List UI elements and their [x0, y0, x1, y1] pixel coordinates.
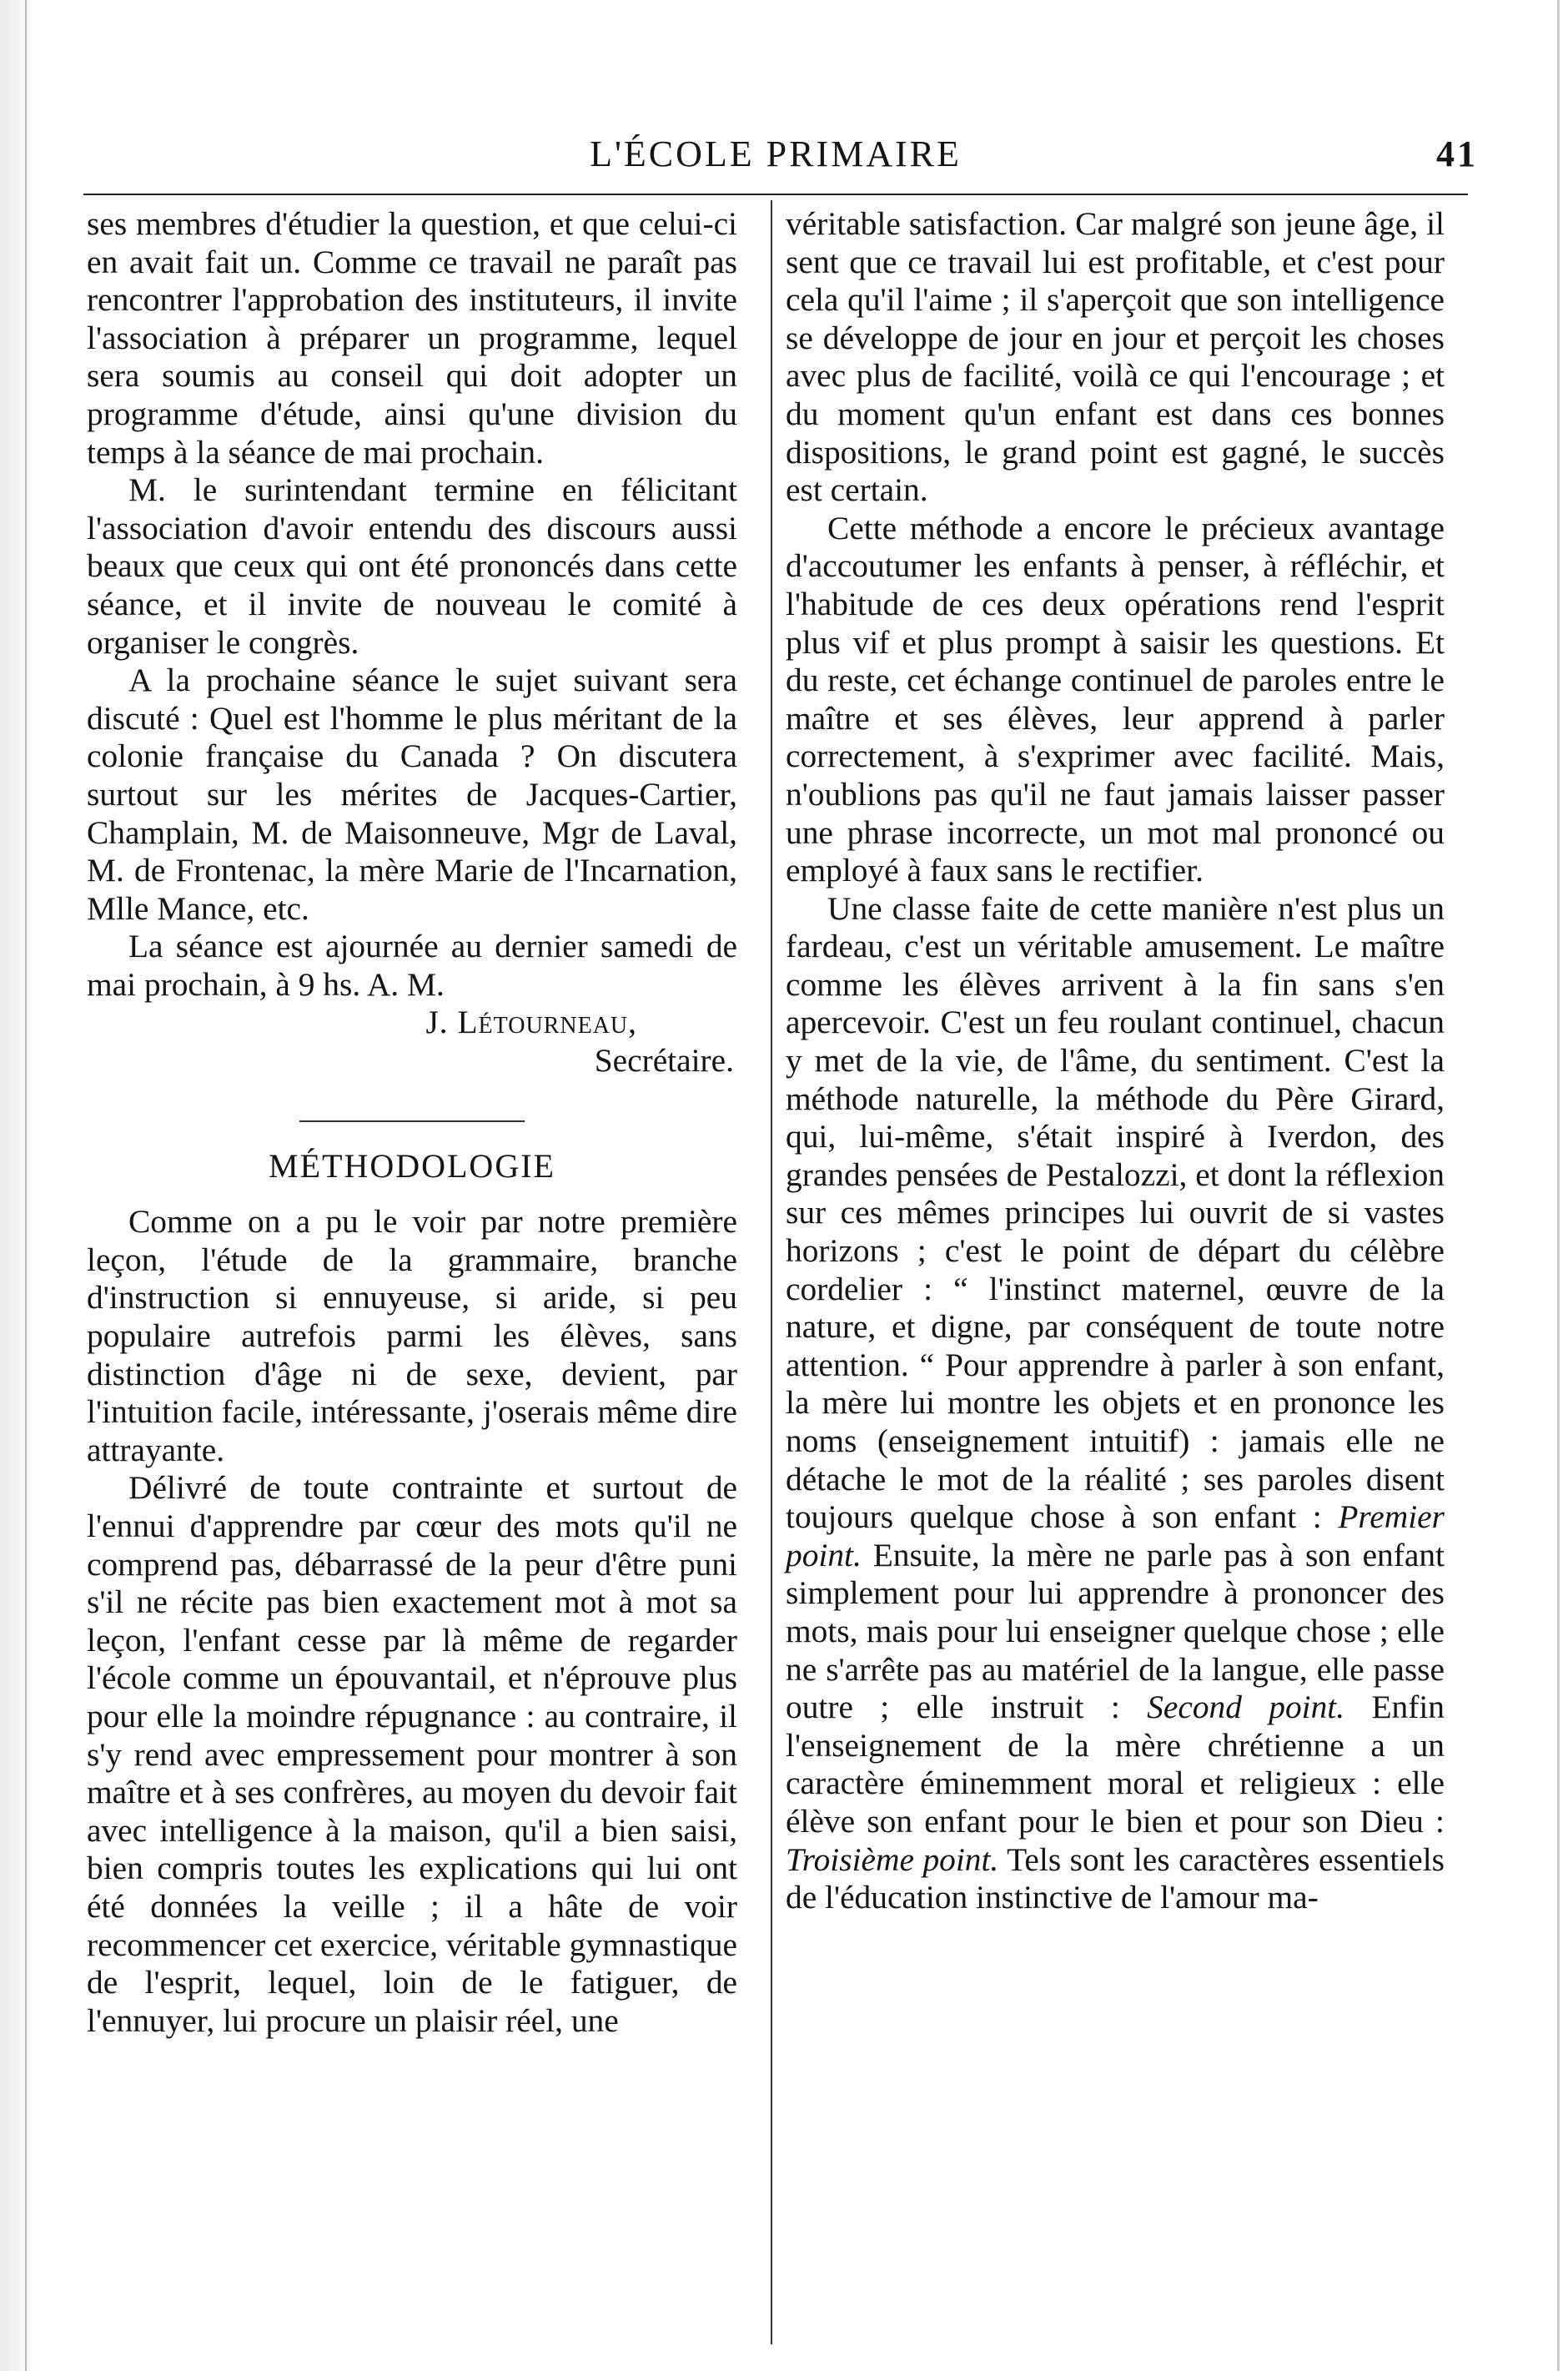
page-number: 41	[1436, 133, 1478, 174]
page-binding-edge	[0, 0, 43, 2371]
paragraph-continued: ses membres d'étudier la question, et que celui-ci en avait fait un. Comme ce travail ne paraît pas rencontrer l'approbation des instituteurs, il invite l'association à préparer un programme, lequel sera soumis au conseil qui doit adopter un programme d'étude, ainsi qu'une division du temps à la séance de mai prochain.	[87, 205, 737, 471]
running-header	[83, 125, 1478, 194]
section-heading: MÉTHODOLOGIE	[269, 1146, 555, 1185]
signature-title: Secrétaire.	[594, 1042, 734, 1080]
book-page	[83, 125, 1478, 2039]
right-column	[786, 205, 1445, 1917]
paragraph-satisfaction: véritable satisfaction. Car malgré son jeune âge, il sent que ce travail lui est profitable, et c'est pour cela qu'il l'aime ; il s'aperçoit que son intelligence se développe de jour en jour et perçoit les choses avec plus de facilité, voilà ce qui l'encourage ; et du moment qu'un enfant est dans ces bonnes dispositions, le grand point est gagné, le succès est certain.	[786, 205, 1445, 509]
emphasis-second-point: Second point.	[1147, 1689, 1345, 1726]
paragraph-superintendent: M. le surintendant termine en félicitant l'association d'avoir entendu des discours aussi beaux que ceux qui ont été prononcés dans cette séance, et il invite de nouveau le comité à organiser le congrès.	[87, 471, 737, 661]
paragraph-child-delivered: Délivré de toute contrainte et surtout de l'ennui d'apprendre par cœur des mots qu'il ne comprend pas, débarrassé de la peur d'être puni s'il ne récite pas bien exactement mot à mot sa leçon, l'enfant cesse par là même de regarder l'école comme un épouvantail, et n'éprouve plus pour elle la moindre répugnance : au contraire, il s'y rend avec empressement pour montrer à son maître et à ses confrères, au moyen du devoir fait avec intelligence à la maison, qu'il a bien saisi, bien compris toutes les explications qui lui ont été données la veille ; il a hâte de voir recommencer cet exercice, véritable gymnastique de l'esprit, lequel, loin de le fatiguer, de l'ennuyer, lui procure un plaisir réel, une	[87, 1469, 737, 2039]
section-divider	[299, 1120, 525, 1122]
paragraph-next-session: A la prochaine séance le sujet suivant sera discuté : Quel est l'homme le plus méritant de la colonie française du Canada ? On discutera surtout sur les mérites de Jacques-Cartier, Champlain, M. de Maisonneuve, Mgr de Laval, M. de Frontenac, la mère Marie de l'Incarnation, Mlle Mance, etc.	[87, 662, 737, 927]
left-column	[87, 205, 737, 2040]
paragraph-grammar-study: Comme on a pu le voir par notre première leçon, l'étude de la grammaire, branche d'instruction si ennuyeuse, si aride, si peu populaire autrefois parmi les élèves, sans distinction d'âge ni de sexe, devient, par l'intuition facile, intéressante, j'oserais même dire attrayante.	[87, 1203, 737, 1468]
page-right-edge	[1557, 0, 1568, 2371]
signature-name: J. Létourneau,	[425, 1004, 637, 1041]
emphasis-third-point: Troisième point.	[786, 1840, 999, 1878]
paragraph-class-amusement: Une classe faite de cette manière n'est plus un fardeau, c'est un véritable amusement. Le maître comme les élèves arrivent à la fin sans s'en apercevoir. C'est un feu roulant continuel, chacun y met de la vie, de l'âme, du sentiment. C'est la méthode naturelle, la méthode du Père Girard, qui, lui-même, s'était inspiré à Iverdon, des grandes pensées de Pestalozzi, et dont la réflexion sur ces mêmes principes lui ouvrit de si vastes horizons ; c'est le point de départ du célèbre cordelier : “ l'instinct maternel, œuvre de la nature, et digne, par conséquent de toute notre attention. “ Pour apprendre à parler à son enfant, la mère lui montre les objets et en prononce les noms (enseignement intuitif) : jamais elle ne détache le mot de la réalité ; ses paroles disent toujours quelque chose à son enfant : Premier point. Ensuite, la mère ne parle pas à son enfant simplement pour lui apprendre à prononcer des mots, mais pour lui enseigner quelque chose ; elle ne s'arrête pas au matériel de la langue, elle passe outre ; elle instruit : Second point. Enfin l'enseignement de la mère chrétienne a un caractère éminemment moral et religieux : elle élève son enfant pour le bien et pour son Dieu : Troisième point. Tels sont les caractères essentiels de l'éducation instinctive de l'amour ma-	[786, 889, 1445, 1916]
emphasis-first-point: Premier point.	[786, 1498, 1445, 1573]
paragraph-method-advantage: Cette méthode a encore le précieux avantage d'accoutumer les enfants à penser, à réfléchir, et l'habitude de ces deux opérations rend l'esprit plus vif et plus prompt à saisir les questions. Et du reste, cet échange continuel de paroles entre le maître et ses élèves, leur apprend à parler correctement, à s'exprimer avec facilité. Mais, n'oublions pas qu'il ne faut jamais laisser passer une phrase incorrecte, un mot mal prononcé ou employé à faux sans le rectifier.	[786, 509, 1445, 889]
paragraph-adjourned: La séance est ajournée au dernier samedi de mai prochain, à 9 hs. A. M.	[87, 928, 737, 1003]
header-rule	[83, 194, 1468, 195]
running-title: L'ÉCOLE PRIMAIRE	[590, 133, 962, 174]
